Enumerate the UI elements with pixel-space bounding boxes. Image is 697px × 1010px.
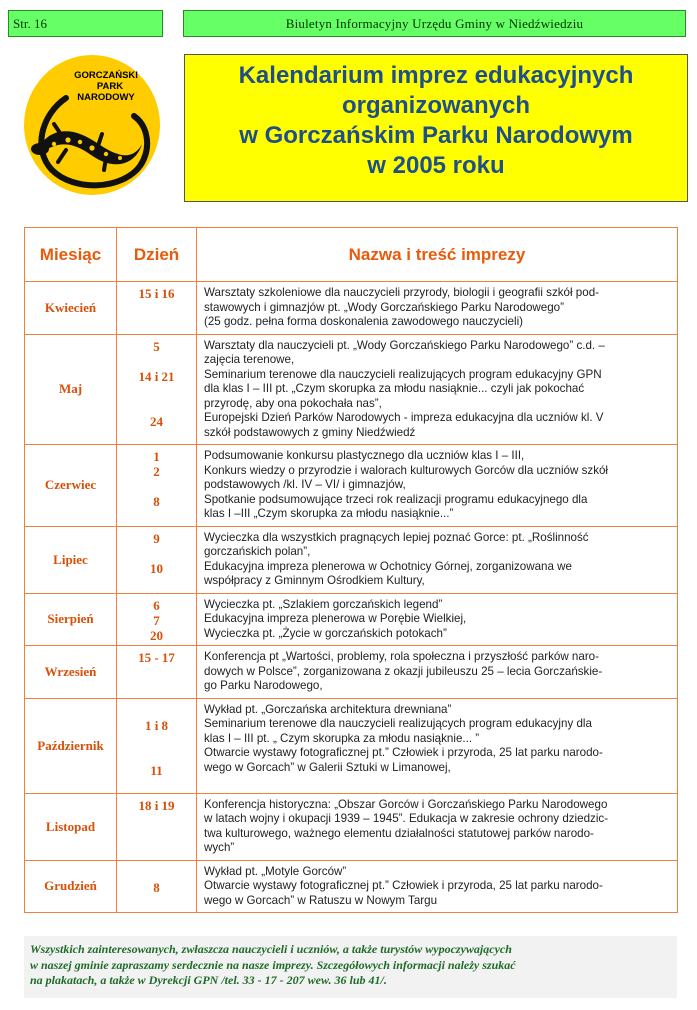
footer-invitation <box>24 936 677 998</box>
row-description-line: Konkurs wiedzy o przyrodzie i walorach kulturowych Gorców dla uczniów szkół <box>204 463 609 477</box>
row-description-line: wych” <box>204 841 235 854</box>
calendar-title <box>184 54 688 202</box>
row-days <box>117 445 197 527</box>
row-days <box>117 282 197 335</box>
row-description-line: klas I – III pt. „ Czym skorupka za młodu nasiąknie... ” <box>204 731 480 745</box>
title-line-4-suffix: roku <box>446 152 505 179</box>
row-description-line: klas I –III „Czym skorupka za młodu nasiąknie...” <box>204 507 454 520</box>
footer-line-3: na plakatach, a także w Dyrekcji GPN /tel. 33 - 17 - 207 wew. 36 lub 41/. <box>30 973 387 987</box>
row-description <box>197 793 678 860</box>
row-day-value <box>117 546 196 561</box>
row-description <box>197 282 678 335</box>
row-description-line: Konferencja historyczna: „Obszar Gorców i Gorczańskiego Parku Narodowego <box>204 797 608 811</box>
row-days <box>117 698 197 793</box>
row-day-value: 9 <box>153 530 160 546</box>
row-description-line: podstawowych /kl. IV – VI/ i gimnazjów, <box>204 478 406 491</box>
row-description-line: zajęcia terenowe, <box>204 353 295 366</box>
row-description-line: twa kulturowego, ważnego elementu działalności statutowej parków narodo- <box>204 826 594 840</box>
row-day-value: 1 i 8 <box>144 717 169 733</box>
row-month: Lipiec <box>25 526 117 593</box>
header-day: Dzień <box>117 228 197 282</box>
logo-text-line3: NARODOWY <box>77 92 135 103</box>
row-day-value: 18 i 19 <box>138 797 175 813</box>
row-description-line: wego w Gorcach” w Galerii Sztuki w Limanowej, <box>204 760 451 774</box>
row-month: Sierpień <box>25 593 117 646</box>
row-description-line: go Parku Narodowego, <box>204 679 323 692</box>
row-month: Grudzień <box>25 860 117 913</box>
footer-line-2: w naszej gminie zapraszamy serdecznie na nasze imprezy. Szczegółowych informacji należy szukać <box>30 957 516 972</box>
row-day-value <box>117 479 196 494</box>
table-row <box>25 526 678 593</box>
row-day-value: 14 i 21 <box>138 368 175 384</box>
row-description-line: stawowych i gimnazjów pt. „Wody Gorczańskiego Parku Narodowego” <box>204 300 564 314</box>
row-description-line: dowych w Polsce”, zorganizowana z okazji jubileuszu 25 – lecia Gorczańskie- <box>204 664 603 678</box>
row-day-value <box>117 733 196 748</box>
row-description-line: Wycieczka pt. „Życie w gorczańskich potokach” <box>204 626 447 640</box>
bulletin-title <box>183 10 686 37</box>
title-line-4 <box>185 151 687 181</box>
page-number <box>8 10 163 37</box>
row-day-value <box>117 865 196 880</box>
row-days <box>117 593 197 646</box>
row-description-line: Wykład pt. „Gorczańska architektura drewniana” <box>204 702 452 716</box>
row-day-value: 20 <box>150 627 163 643</box>
footer-line-1: Wszystkich zainteresowanych, zwłaszcza nauczycieli i uczniów, a także turystów wypoczywających <box>30 942 512 956</box>
row-description-line: dla klas I – III pt. „Czym skorupka za młodu nasiąknie... czyli jak pokochać <box>204 382 585 395</box>
row-description-line: Europejski Dzień Parków Narodowych - impreza edukacyjna dla uczniów kl. V <box>204 411 604 424</box>
row-description <box>197 593 678 646</box>
row-description-line: Warsztaty dla nauczycieli pt. „Wody Gorczańskiego Parku Narodowego” c.d. – <box>204 338 605 352</box>
table-row <box>25 334 678 445</box>
row-day-value <box>117 576 196 591</box>
table-row <box>25 646 678 699</box>
title-line-3: w Gorczańskim Parku Narodowym <box>239 122 633 149</box>
row-description-line: Otwarcie wystawy fotograficznej pt.” Człowiek i przyroda, 25 lat parku narodo- <box>204 879 603 892</box>
row-description <box>197 646 678 699</box>
table-row <box>25 445 678 527</box>
row-day-value <box>117 399 196 414</box>
row-description <box>197 334 678 445</box>
logo-text-line1: GORCZAŃSKI <box>74 70 138 81</box>
row-day-value: 8 <box>153 494 160 509</box>
row-description-line: współpracy z Gminnym Ośrodkiem Kultury, <box>204 574 425 587</box>
row-day-value: 11 <box>150 762 163 778</box>
row-description-line: Spotkanie podsumowujące trzeci rok realizacji programu edukacyjnego dla <box>204 492 588 506</box>
row-days <box>117 793 197 860</box>
row-description-line: Otwarcie wystawy fotograficznej pt.” Człowiek i przyroda, 25 lat parku narodo- <box>204 746 603 759</box>
row-description-line: Warsztaty szkoleniowe dla nauczycieli przyrody, biologii i geografii szkół pod- <box>204 286 600 299</box>
header-event-name: Nazwa i treść imprezy <box>197 228 678 282</box>
row-description-line: wego w Gorcach” w Ratuszu w Nowym Targu <box>204 893 438 907</box>
row-description-line: w latach wojny i okupacji 1939 – 1945”. Edukacja w zakresie ochrony dziedzic- <box>204 812 609 825</box>
table-row <box>25 593 678 646</box>
row-month: Kwiecień <box>25 282 117 335</box>
row-day-value: 24 <box>150 413 163 429</box>
row-day-value: 15 - 17 <box>138 650 175 665</box>
row-day-value <box>117 778 196 793</box>
row-month: Październik <box>25 698 117 793</box>
row-description <box>197 698 678 793</box>
row-description-line: (25 godz. pełna forma doskonalenia zawodowego nauczycieli) <box>204 315 524 328</box>
row-description-line: Wycieczka dla wszystkich pragnących lepiej poznać Gorce: pt. „Roślinność <box>204 530 589 544</box>
row-days <box>117 860 197 913</box>
row-description <box>197 526 678 593</box>
row-day-value: 8 <box>153 879 160 895</box>
row-month: Maj <box>25 334 117 445</box>
row-description-line: Seminarium terenowe dla nauczycieli realizujących program edukacyjny dla <box>204 717 592 730</box>
row-days <box>117 646 197 699</box>
row-day-value: 1 <box>153 449 160 464</box>
bulletin-title-text: Biuletyn Informacyjny Urzędu Gminy w Niedźwiedziu <box>285 16 584 31</box>
row-days <box>117 526 197 593</box>
row-day-value: 10 <box>150 560 163 576</box>
title-line-1: Kalendarium imprez edukacyjnych <box>238 62 634 89</box>
row-day-value: 7 <box>153 612 160 628</box>
row-description-line: Podsumowanie konkursu plastycznego dla uczniów klas I – III, <box>204 449 525 462</box>
table-row <box>25 793 678 860</box>
row-days <box>117 334 197 445</box>
row-description-line: Wycieczka pt. „Szlakiem gorczańskich legend” <box>204 597 443 611</box>
row-day-value: 6 <box>153 597 160 613</box>
row-description-line: Konferencja pt „Wartości, problemy, rola społeczna i przyszłość parków naro- <box>204 650 599 663</box>
row-day-value <box>117 703 196 718</box>
header-month: Miesiąc <box>25 228 117 282</box>
row-day-value: 2 <box>153 464 160 479</box>
title-line-2: organizowanych <box>341 92 531 119</box>
logo-text-line2: PARK <box>96 81 124 92</box>
events-table <box>24 227 678 913</box>
row-day-value <box>117 509 196 524</box>
events-body <box>25 282 678 913</box>
row-day-value <box>117 895 196 910</box>
park-logo <box>22 54 162 196</box>
title-year: 2005 <box>392 152 447 179</box>
table-row <box>25 698 678 793</box>
row-description-line: gorczańskich polan”, <box>204 545 311 558</box>
row-day-value: 15 i 16 <box>138 286 175 301</box>
row-description-line: szkół podstawowych z gminy Niedźwiedź <box>204 425 416 439</box>
row-description <box>197 860 678 913</box>
title-line-4-prefix: w <box>367 152 393 179</box>
row-day-value <box>117 429 196 444</box>
row-month: Czerwiec <box>25 445 117 527</box>
row-day-value <box>117 384 196 399</box>
row-day-value <box>117 748 196 763</box>
row-description-line: Edukacyjna impreza plenerowa w Porębie Wielkiej, <box>204 612 467 625</box>
row-month: Wrzesień <box>25 646 117 699</box>
row-description-line: Edukacyjna impreza plenerowa w Ochotnicy Górnej, zorganizowana we <box>204 559 572 573</box>
row-day-value: 5 <box>153 338 160 354</box>
row-description-line: Seminarium terenowe dla nauczycieli realizujących program edukacyjny GPN <box>204 367 602 381</box>
table-header-row <box>25 228 678 282</box>
row-description <box>197 445 678 527</box>
table-row <box>25 282 678 335</box>
row-description-line: przyrodę, aby ona pokochała nas”, <box>204 396 382 410</box>
row-day-value <box>117 354 196 369</box>
row-month: Listopad <box>25 793 117 860</box>
page-number-text: Str. 16 <box>13 16 47 31</box>
row-description-line: Wykład pt. „Motyle Gorców” <box>204 864 347 878</box>
table-row <box>25 860 678 913</box>
